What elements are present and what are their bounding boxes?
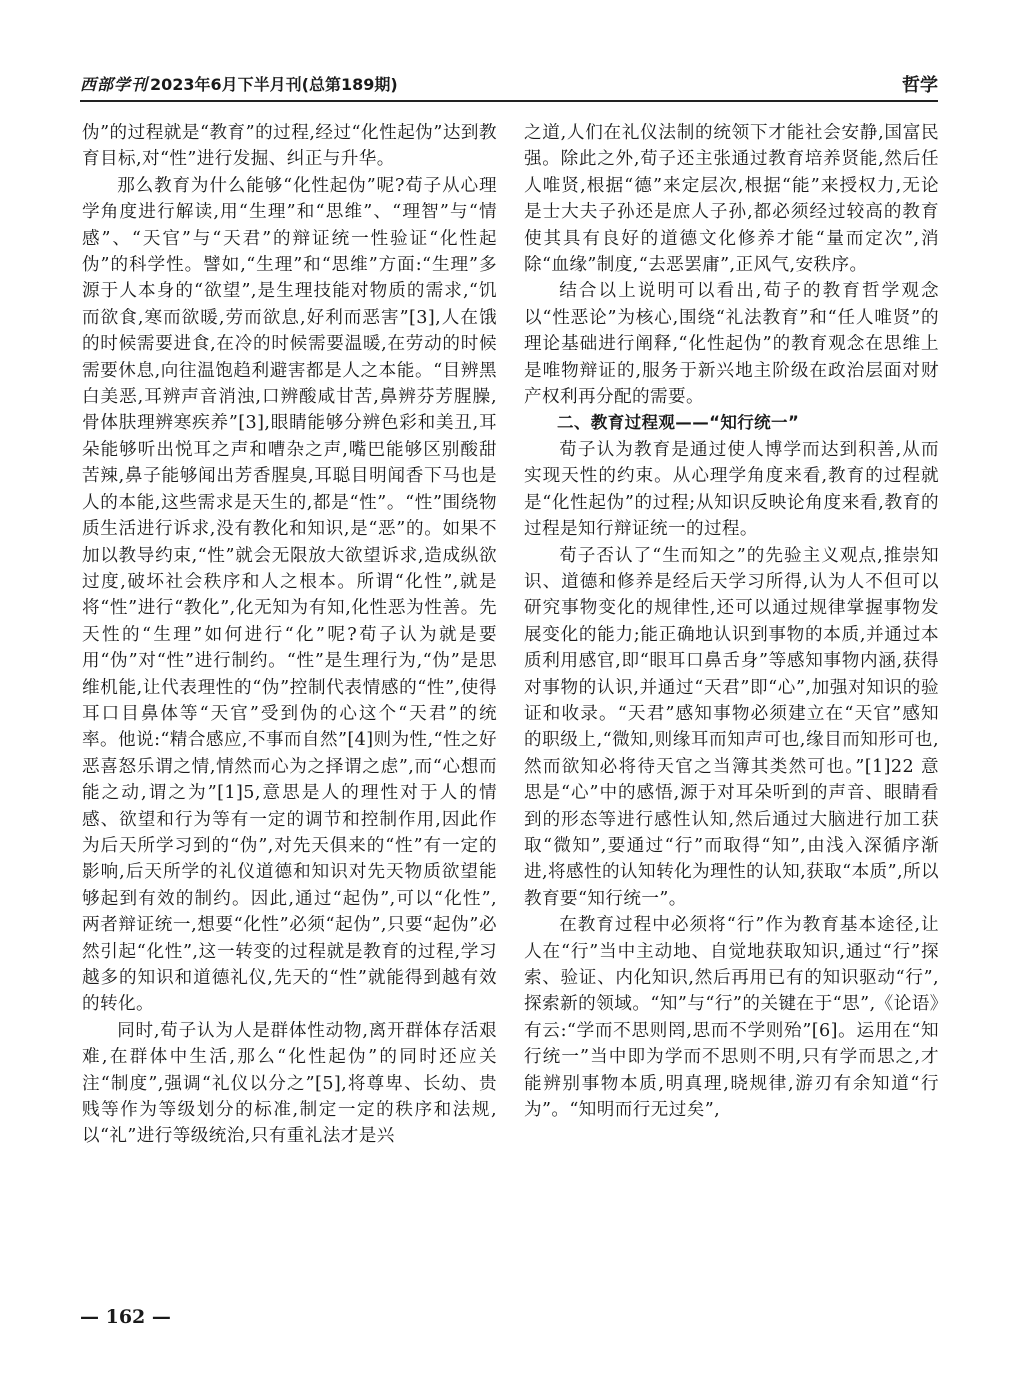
paragraph: 荀子认为教育是通过使人博学而达到积善,从而实现天性的约束。从心理学角度来看,教育的过程就是“化性起伪”的过程;从知识反映论角度来看,教育的过程是知行辩证统一的过程。 [524,439,939,540]
running-header [80,66,938,102]
paragraph: 伪”的过程就是“教育”的过程,经过“化性起伪”达到教育目标,对“性”进行发掘、纠正与升华。 [82,123,497,170]
paragraph: 在教育过程中必须将“行”作为教育基本途径,让人在“行”当中主动地、自觉地获取知识,通过“行”探索、验证、内化知识,然后再用已有的知识驱动“行”,探索新的领域。“知”与“行”的关键在于“思”,《论语》有云:“学而不思则罔,思而不学则殆”[6]。运用在“知行统一”当中即为学而不思则不明,只有学而思之,才能辨别事物本质,明真理,晓规律,游刃有余知道“行为”。“知明而行无过矣”, [524,915,939,1121]
right-column [524,120,939,1123]
left-column [82,120,497,1150]
page-number: — 162 — [80,1306,171,1328]
section-heading: 二、教育过程观——“知行统一” [557,413,800,433]
issue-label: 2023年6月下半月刊(总第189期) [150,75,398,94]
section-label: 哲学 [902,75,938,96]
paragraph: 荀子否认了“生而知之”的先验主义观点,推崇知识、道德和修养是经后天学习所得,认为人不但可以研究事物变化的规律性,还可以通过规律掌握事物发展变化的能力;能正确地认识到事物的本质,并通过本质利用感官,即“眼耳口鼻舌身”等感知事物内涵,获得对事物的认识,并通过“天君”即“心”,加强对知识的验证和收录。“天君”感知事物必须建立在“天官”感知的职级上,“微知,则缘耳而知声可也,缘目而知形可也,然而欲知必将待天官之当簿其类然可也。”[1]22 意思是“心”中的感悟,源于对耳朵听到的声音、眼睛看到的形态等进行感性认知,然后通过大脑进行加工获取“微知”,要通过“行”而取得“知”,由浅入深循序渐进,将感性的认知转化为理性的认知,获取“本质”,所以教育要“知行统一”。 [524,545,939,909]
paragraph: 结合以上说明可以看出,荀子的教育哲学观念以“性恶论”为核心,围绕“礼法教育”和“任人唯贤”的理论基础进行阐释,“化性起伪”的教育观念在思维上是唯物辩证的,服务于新兴地主阶级在政治层面对财产权利再分配的需要。 [524,281,939,408]
paragraph: 同时,荀子认为人是群体性动物,离开群体存活艰难,在群体中生活,那么“化性起伪”的同时还应关注“制度”,强调“礼仪以分之”[5],将尊卑、长幼、贵贱等作为等级划分的标准,制定一定的秩序和法规,以“礼”进行等级统治,只有重礼法才是兴 [82,1020,497,1147]
paragraph: 之道,人们在礼仪法制的统领下才能社会安静,国富民强。除此之外,荀子还主张通过教育培养贤能,然后任人唯贤,根据“德”来定层次,根据“能”来授权力,无论是士大夫子孙还是庶人子孙,都必须经过较高的教育使其具有良好的道德文化修养才能“量而定次”,消除“血缘”制度,“去恶罢庸”,正风气,安秩序。 [524,123,939,276]
journal-issue-info [80,72,398,95]
paragraph: 那么教育为什么能够“化性起伪”呢?荀子从心理学角度进行解读,用“生理”和“思维”、“理智”与“情感”、“天官”与“天君”的辩证统一性验证“化性起伪”的科学性。譬如,“生理”和“思维”方面:“生理”多源于人本身的“欲望”,是生理技能对物质的需求,“饥而欲食,寒而欲暖,劳而欲息,好利而恶害”[3],人在饿的时候需要进食,在冷的时候需要温暖,在劳动的时候需要休息,向往温饱趋利避害都是人之本能。“目辨黑白美恶,耳辨声音消浊,口辨酸咸甘苦,鼻辨芬芳腥臊,骨体肤理辨寒疾养”[3],眼睛能够分辨色彩和美丑,耳朵能够听出悦耳之声和嘈杂之声,嘴巴能够区别酸甜苦辣,鼻子能够闻出芳香腥臭,耳聪目明闻香下马也是人的本能,这些需求是天生的,都是“性”。“性”围绕物质生活进行诉求,没有教化和知识,是“恶”的。如果不加以教导约束,“性”就会无限放大欲望诉求,造成纵欲过度,破坏社会秩序和人之根本。所谓“化性”,就是将“性”进行“教化”,化无知为有知,化性恶为性善。先天性的“生理”如何进行“化”呢?荀子认为就是要用“伪”对“性”进行制约。“性”是生理行为,“伪”是思维机能,让代表理性的“伪”控制代表情感的“性”,使得耳口目鼻体等“天官”受到伪的心这个“天君”的统率。他说:“精合感应,不事而自然”[4]则为性,“性之好恶喜怒乐谓之情,情然而心为之择谓之虑”,而“心想而能之动,谓之为”[1]5,意思是人的理性对于人的情感、欲望和行为等有一定的调节和控制作用,因此作为后天所学习到的“伪”,对先天俱来的“性”有一定的影响,后天所学的礼仪道德和知识对先天物质欲望能够起到有效的制约。因此,通过“起伪”,可以“化性”,两者辩证统一,想要“化性”必须“起伪”,只要“起伪”必然引起“化性”,这一转变的过程就是教育的过程,学习越多的知识和道德礼仪,先天的“性”就能得到越有效的转化。 [82,175,497,1015]
journal-logo: 西部学刊 [80,75,149,94]
